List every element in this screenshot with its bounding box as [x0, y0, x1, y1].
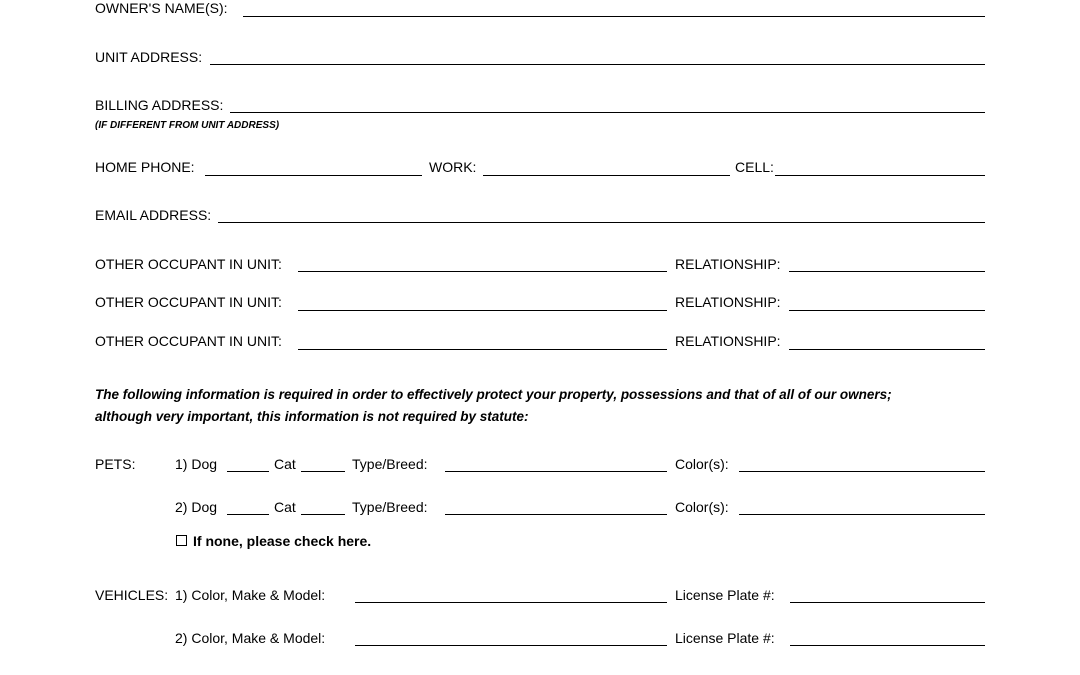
email-field[interactable] — [218, 222, 985, 223]
pet-dog-label: 2) Dog — [175, 499, 218, 515]
occupant-label: OTHER OCCUPANT IN UNIT: — [95, 294, 282, 310]
info-notice-line-1: The following information is required in order to effectively protect your property, possessions and that of all of our owners; — [95, 387, 892, 402]
owner-name-field[interactable] — [243, 16, 985, 17]
owner-name-label: OWNER'S NAME(S): — [95, 0, 228, 16]
unit-address-label: UNIT ADDRESS: — [95, 49, 203, 65]
pet-cat-field[interactable] — [301, 514, 345, 515]
relationship-label: RELATIONSHIP: — [675, 333, 781, 349]
no-pets-label: If none, please check here. — [193, 533, 372, 549]
vehicles-section-label: VEHICLES: — [95, 587, 169, 603]
cell-phone-label: CELL: — [735, 159, 774, 175]
pet-color-label: Color(s): — [675, 499, 729, 515]
relationship-field[interactable] — [789, 271, 985, 272]
license-plate-field[interactable] — [790, 645, 985, 646]
billing-address-label: BILLING ADDRESS: — [95, 97, 224, 113]
license-plate-label: License Plate #: — [675, 587, 775, 603]
pets-section-label: PETS: — [95, 456, 136, 472]
license-plate-label: License Plate #: — [675, 630, 775, 646]
occupant-field[interactable] — [298, 349, 667, 350]
occupant-label: OTHER OCCUPANT IN UNIT: — [95, 256, 282, 272]
pet-dog-label: 1) Dog — [175, 456, 218, 472]
pet-breed-field[interactable] — [445, 471, 667, 472]
info-notice-line-2: although very important, this information is not required by statute: — [95, 409, 529, 424]
vehicle-make-label: 1) Color, Make & Model: — [175, 587, 326, 603]
billing-address-note: (IF DIFFERENT FROM UNIT ADDRESS) — [95, 120, 280, 131]
work-phone-label: WORK: — [429, 159, 477, 175]
pet-breed-label: Type/Breed: — [352, 499, 428, 515]
home-phone-field[interactable] — [205, 175, 422, 176]
vehicle-make-label: 2) Color, Make & Model: — [175, 630, 326, 646]
pet-cat-label: Cat — [274, 456, 296, 472]
pet-breed-label: Type/Breed: — [352, 456, 428, 472]
no-pets-checkbox[interactable] — [176, 535, 187, 546]
pet-breed-field[interactable] — [445, 514, 667, 515]
work-phone-field[interactable] — [483, 175, 730, 176]
relationship-field[interactable] — [789, 349, 985, 350]
relationship-field[interactable] — [789, 310, 985, 311]
unit-address-field[interactable] — [210, 64, 985, 65]
pet-color-field[interactable] — [739, 471, 985, 472]
pet-dog-field[interactable] — [227, 514, 269, 515]
occupant-field[interactable] — [298, 310, 667, 311]
occupant-label: OTHER OCCUPANT IN UNIT: — [95, 333, 282, 349]
pet-color-label: Color(s): — [675, 456, 729, 472]
pet-color-field[interactable] — [739, 514, 985, 515]
email-label: EMAIL ADDRESS: — [95, 207, 212, 223]
vehicle-make-field[interactable] — [355, 602, 667, 603]
relationship-label: RELATIONSHIP: — [675, 256, 781, 272]
pet-cat-field[interactable] — [301, 471, 345, 472]
pet-dog-field[interactable] — [227, 471, 269, 472]
relationship-label: RELATIONSHIP: — [675, 294, 781, 310]
home-phone-label: HOME PHONE: — [95, 159, 195, 175]
occupant-field[interactable] — [298, 271, 667, 272]
license-plate-field[interactable] — [790, 602, 985, 603]
billing-address-field[interactable] — [230, 112, 985, 113]
pet-cat-label: Cat — [274, 499, 296, 515]
vehicle-make-field[interactable] — [355, 645, 667, 646]
cell-phone-field[interactable] — [775, 175, 985, 176]
